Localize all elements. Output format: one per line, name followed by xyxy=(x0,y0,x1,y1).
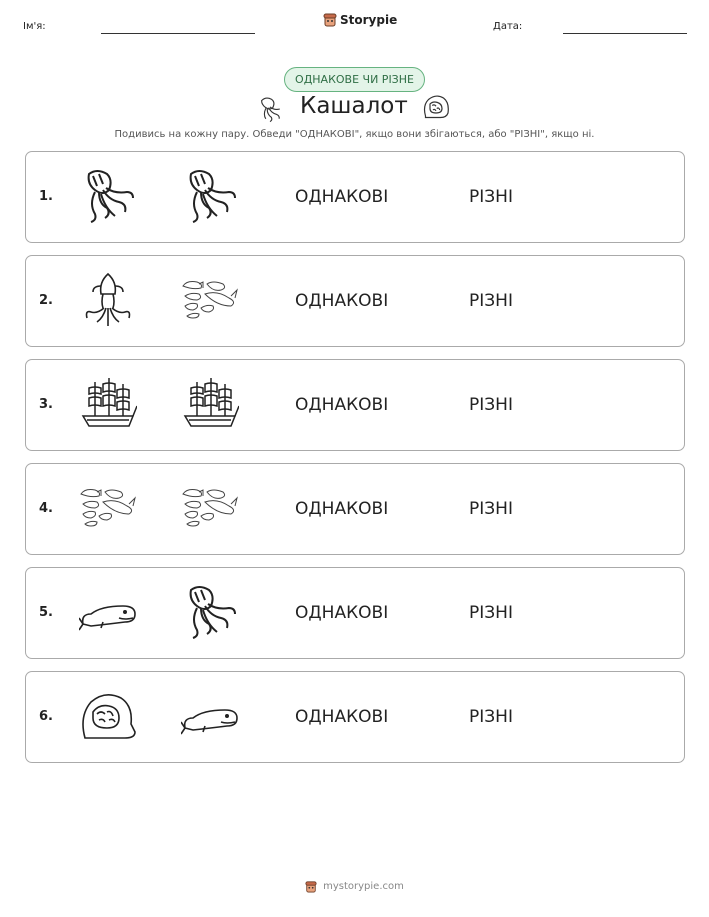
row-number: 5. xyxy=(39,605,53,620)
option-same[interactable]: ОДНАКОВІ xyxy=(295,499,389,519)
sperm-whale-icon xyxy=(181,688,239,746)
option-same[interactable]: ОДНАКОВІ xyxy=(295,395,389,415)
brand-logo xyxy=(323,12,397,27)
ship-icon xyxy=(181,376,239,434)
squid-outline-icon xyxy=(79,272,137,330)
exercise-row xyxy=(25,359,685,451)
whale-pod-icon xyxy=(79,480,137,538)
storypie-mascot-icon xyxy=(323,12,337,27)
ship-icon xyxy=(79,376,137,434)
page-title: Кашалот xyxy=(300,93,408,119)
exercise-row xyxy=(25,151,685,243)
option-different[interactable]: РІЗНІ xyxy=(469,603,513,623)
row-number: 4. xyxy=(39,501,53,516)
option-same[interactable]: ОДНАКОВІ xyxy=(295,603,389,623)
name-field-line[interactable] xyxy=(101,33,255,34)
option-same[interactable]: ОДНАКОВІ xyxy=(295,291,389,311)
brand-name: Storypie xyxy=(340,12,398,27)
option-different[interactable]: РІЗНІ xyxy=(469,395,513,415)
date-label: Дата: xyxy=(493,21,523,32)
row-number: 3. xyxy=(39,397,53,412)
name-label: Ім'я: xyxy=(23,21,46,32)
option-same[interactable]: ОДНАКОВІ xyxy=(295,187,389,207)
option-different[interactable]: РІЗНІ xyxy=(469,499,513,519)
squid-icon xyxy=(181,584,239,642)
footer-url: mystorypie.com xyxy=(323,881,404,892)
exercise-row xyxy=(25,255,685,347)
whale-brain-icon xyxy=(79,688,137,746)
row-number: 1. xyxy=(39,189,53,204)
worksheet-header xyxy=(0,0,709,45)
whale-brain-icon xyxy=(421,93,451,121)
exercise-row xyxy=(25,463,685,555)
title-row xyxy=(0,93,709,125)
squid-icon xyxy=(181,168,239,226)
instructions-text: Подивись на кожну пару. Обведи "ОДНАКОВІ", якщо вони збігаються, або "РІЗНІ", якщо ні. xyxy=(114,129,595,140)
option-different[interactable]: РІЗНІ xyxy=(469,291,513,311)
whale-pod-icon xyxy=(181,480,239,538)
date-field-line[interactable] xyxy=(563,33,687,34)
row-number: 6. xyxy=(39,709,53,724)
option-different[interactable]: РІЗНІ xyxy=(469,707,513,727)
squid-icon xyxy=(256,95,284,123)
storypie-mascot-icon xyxy=(305,880,317,893)
worksheet-type-badge: ОДНАКОВЕ ЧИ РІЗНЕ xyxy=(284,67,425,92)
whale-pod-icon xyxy=(181,272,239,330)
footer xyxy=(0,880,709,893)
row-number: 2. xyxy=(39,293,53,308)
option-same[interactable]: ОДНАКОВІ xyxy=(295,707,389,727)
option-different[interactable]: РІЗНІ xyxy=(469,187,513,207)
squid-icon xyxy=(79,168,137,226)
sperm-whale-icon xyxy=(79,584,137,642)
exercise-row xyxy=(25,567,685,659)
exercise-row xyxy=(25,671,685,763)
